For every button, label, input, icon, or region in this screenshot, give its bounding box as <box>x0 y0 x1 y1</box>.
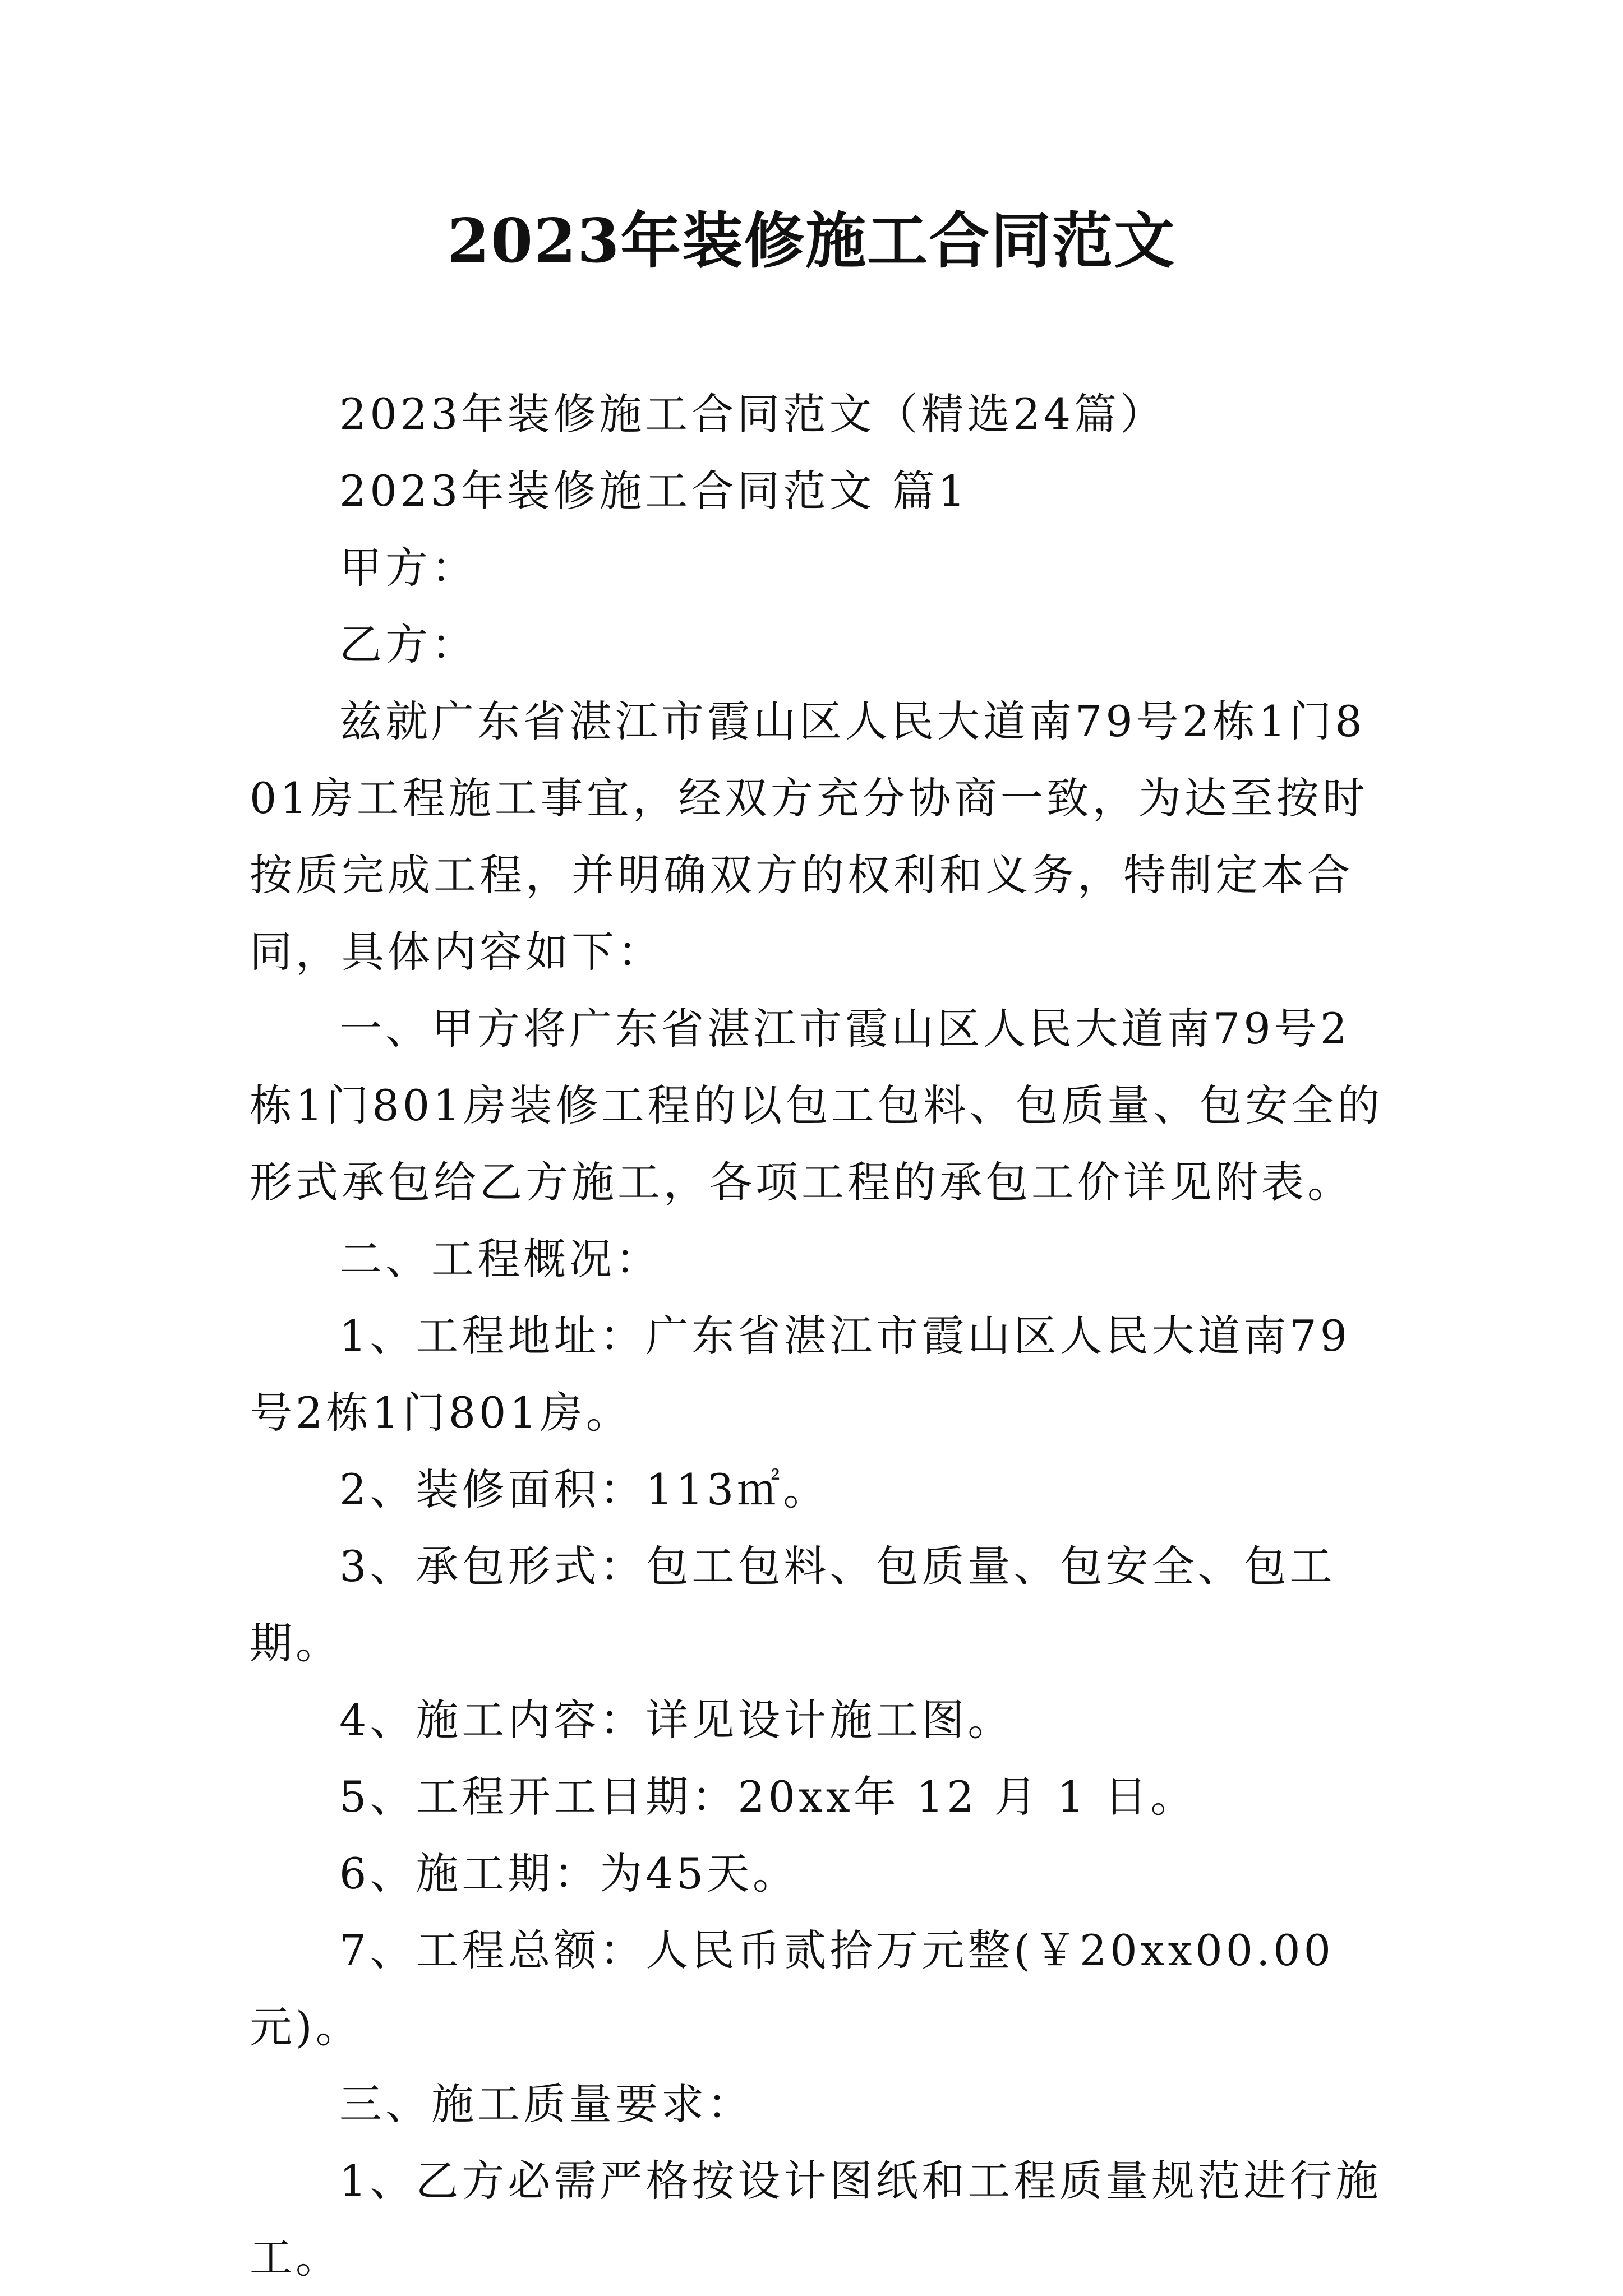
paragraph-subtitle: 2023年装修施工合同范文（精选24篇） <box>339 389 1166 439</box>
paragraph-clause-1: 一、甲方将广东省湛江市霞山区人民大道南79号2栋1门801房装修工程的以包工包料、包质量、包安全的形式承包给乙方施工，各项工程的承包工价详见附表。 <box>250 1004 1384 1207</box>
paragraph-party-b: 乙方： <box>339 620 477 669</box>
paragraph-clause-2-heading: 二、工程概况： <box>339 1234 661 1284</box>
document-body <box>250 376 1394 2296</box>
paragraph-item-contract-form: 3、承包形式：包工包料、包质量、包安全、包工期。 <box>250 1541 1336 1668</box>
paragraph-item-area: 2、装修面积：113㎡。 <box>339 1465 829 1514</box>
document-title: 2023年装修施工合同范文 <box>447 206 1176 276</box>
paragraph-item-address: 1、工程地址：广东省湛江市霞山区人民大道南79号2栋1门801房。 <box>250 1311 1351 1438</box>
paragraph-item-duration: 6、施工期：为45天。 <box>339 1849 799 1898</box>
paragraph-item-total-amount: 7、工程总额：人民币贰拾万元整(￥20xx00.00元)。 <box>250 1925 1335 2052</box>
paragraph-preamble: 兹就广东省湛江市霞山区人民大道南79号2栋1门801房工程施工事宜，经双方充分协商一致，为达至按时按质完成工程，并明确双方的权利和义务，特制定本合同，具体内容如下： <box>250 696 1368 977</box>
paragraph-clause-3-heading: 三、施工质量要求： <box>339 2079 753 2129</box>
paragraph-section-heading: 2023年装修施工合同范文 篇1 <box>339 466 969 516</box>
paragraph-party-a: 甲方： <box>339 543 477 593</box>
paragraph-quality-item-1: 1、乙方必需严格按设计图纸和工程质量规范进行施工。 <box>250 2156 1382 2283</box>
paragraph-item-content: 4、施工内容：详见设计施工图。 <box>339 1695 1014 1745</box>
paragraph-item-start-date: 5、工程开工日期：20xx年 12 月 1 日。 <box>339 1772 1197 1822</box>
